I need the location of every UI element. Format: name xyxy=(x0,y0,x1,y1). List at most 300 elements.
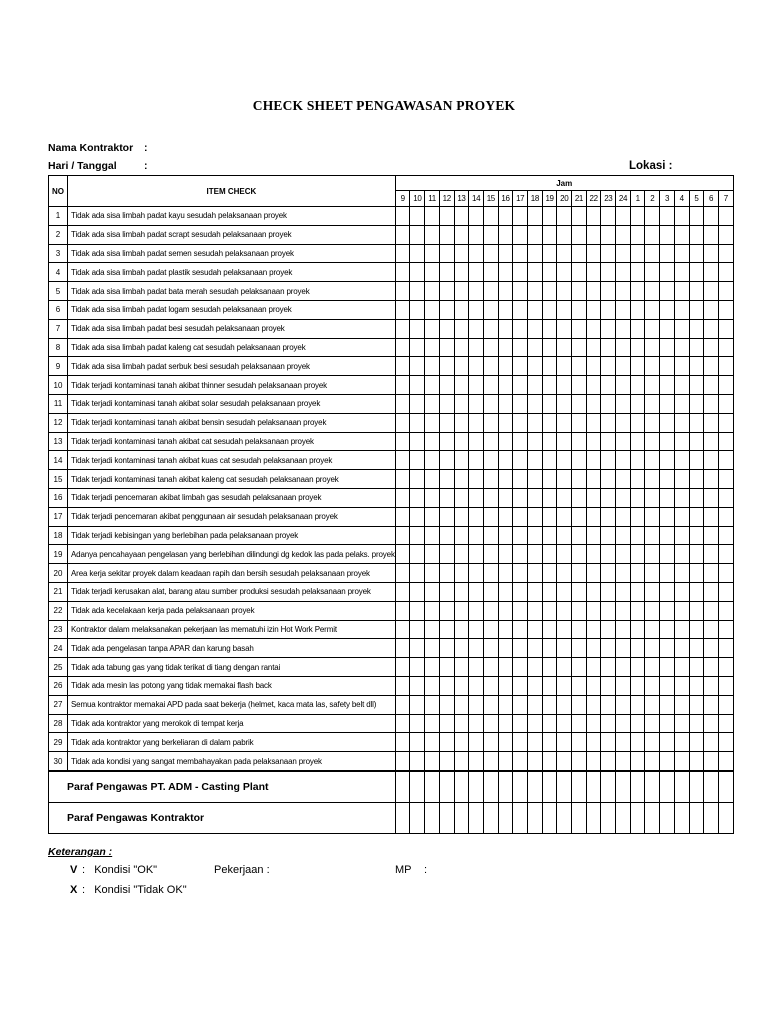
check-cell[interactable] xyxy=(718,620,733,639)
check-cell[interactable] xyxy=(586,620,601,639)
check-cell[interactable] xyxy=(410,394,425,413)
signature-cell[interactable] xyxy=(454,802,469,833)
check-cell[interactable] xyxy=(572,582,587,601)
check-cell[interactable] xyxy=(660,413,675,432)
check-cell[interactable] xyxy=(601,394,616,413)
check-cell[interactable] xyxy=(645,658,660,677)
check-cell[interactable] xyxy=(439,639,454,658)
check-cell[interactable] xyxy=(718,357,733,376)
check-cell[interactable] xyxy=(704,357,719,376)
check-cell[interactable] xyxy=(395,658,410,677)
check-cell[interactable] xyxy=(483,225,498,244)
check-cell[interactable] xyxy=(395,526,410,545)
check-cell[interactable] xyxy=(425,207,440,226)
check-cell[interactable] xyxy=(513,620,528,639)
check-cell[interactable] xyxy=(689,470,704,489)
check-cell[interactable] xyxy=(498,263,513,282)
check-cell[interactable] xyxy=(425,338,440,357)
check-cell[interactable] xyxy=(718,300,733,319)
check-cell[interactable] xyxy=(601,488,616,507)
check-cell[interactable] xyxy=(586,545,601,564)
check-cell[interactable] xyxy=(439,658,454,677)
check-cell[interactable] xyxy=(572,676,587,695)
check-cell[interactable] xyxy=(674,695,689,714)
check-cell[interactable] xyxy=(439,564,454,583)
signature-cell[interactable] xyxy=(557,802,572,833)
signature-cell[interactable] xyxy=(425,802,440,833)
check-cell[interactable] xyxy=(542,658,557,677)
check-cell[interactable] xyxy=(630,244,645,263)
check-cell[interactable] xyxy=(645,507,660,526)
signature-cell[interactable] xyxy=(410,802,425,833)
check-cell[interactable] xyxy=(527,695,542,714)
check-cell[interactable] xyxy=(630,357,645,376)
check-cell[interactable] xyxy=(527,376,542,395)
check-cell[interactable] xyxy=(527,470,542,489)
check-cell[interactable] xyxy=(454,394,469,413)
check-cell[interactable] xyxy=(454,451,469,470)
check-cell[interactable] xyxy=(425,582,440,601)
check-cell[interactable] xyxy=(439,394,454,413)
check-cell[interactable] xyxy=(674,488,689,507)
check-cell[interactable] xyxy=(498,620,513,639)
check-cell[interactable] xyxy=(469,451,484,470)
check-cell[interactable] xyxy=(410,676,425,695)
check-cell[interactable] xyxy=(454,752,469,771)
check-cell[interactable] xyxy=(483,526,498,545)
check-cell[interactable] xyxy=(542,338,557,357)
check-cell[interactable] xyxy=(689,263,704,282)
check-cell[interactable] xyxy=(660,526,675,545)
check-cell[interactable] xyxy=(557,582,572,601)
check-cell[interactable] xyxy=(718,752,733,771)
check-cell[interactable] xyxy=(674,394,689,413)
check-cell[interactable] xyxy=(718,526,733,545)
check-cell[interactable] xyxy=(527,507,542,526)
check-cell[interactable] xyxy=(557,300,572,319)
check-cell[interactable] xyxy=(439,752,454,771)
check-cell[interactable] xyxy=(439,413,454,432)
check-cell[interactable] xyxy=(483,470,498,489)
check-cell[interactable] xyxy=(601,752,616,771)
check-cell[interactable] xyxy=(718,639,733,658)
check-cell[interactable] xyxy=(586,244,601,263)
check-cell[interactable] xyxy=(483,507,498,526)
check-cell[interactable] xyxy=(527,488,542,507)
check-cell[interactable] xyxy=(469,545,484,564)
check-cell[interactable] xyxy=(498,733,513,752)
check-cell[interactable] xyxy=(572,394,587,413)
check-cell[interactable] xyxy=(601,413,616,432)
check-cell[interactable] xyxy=(395,225,410,244)
check-cell[interactable] xyxy=(645,620,660,639)
check-cell[interactable] xyxy=(410,545,425,564)
check-cell[interactable] xyxy=(395,413,410,432)
check-cell[interactable] xyxy=(425,526,440,545)
check-cell[interactable] xyxy=(718,413,733,432)
check-cell[interactable] xyxy=(498,413,513,432)
check-cell[interactable] xyxy=(454,676,469,695)
signature-cell[interactable] xyxy=(542,771,557,803)
check-cell[interactable] xyxy=(410,564,425,583)
check-cell[interactable] xyxy=(674,620,689,639)
check-cell[interactable] xyxy=(483,582,498,601)
check-cell[interactable] xyxy=(410,376,425,395)
check-cell[interactable] xyxy=(483,319,498,338)
check-cell[interactable] xyxy=(425,695,440,714)
signature-cell[interactable] xyxy=(616,771,631,803)
check-cell[interactable] xyxy=(527,319,542,338)
check-cell[interactable] xyxy=(527,601,542,620)
check-cell[interactable] xyxy=(689,582,704,601)
check-cell[interactable] xyxy=(704,282,719,301)
check-cell[interactable] xyxy=(469,620,484,639)
check-cell[interactable] xyxy=(616,432,631,451)
check-cell[interactable] xyxy=(527,413,542,432)
check-cell[interactable] xyxy=(527,244,542,263)
check-cell[interactable] xyxy=(410,582,425,601)
check-cell[interactable] xyxy=(689,319,704,338)
signature-cell[interactable] xyxy=(498,802,513,833)
check-cell[interactable] xyxy=(616,319,631,338)
check-cell[interactable] xyxy=(498,526,513,545)
check-cell[interactable] xyxy=(483,676,498,695)
check-cell[interactable] xyxy=(616,545,631,564)
check-cell[interactable] xyxy=(527,752,542,771)
check-cell[interactable] xyxy=(395,582,410,601)
check-cell[interactable] xyxy=(689,714,704,733)
check-cell[interactable] xyxy=(557,394,572,413)
check-cell[interactable] xyxy=(572,601,587,620)
check-cell[interactable] xyxy=(586,338,601,357)
check-cell[interactable] xyxy=(704,488,719,507)
check-cell[interactable] xyxy=(439,526,454,545)
check-cell[interactable] xyxy=(425,319,440,338)
check-cell[interactable] xyxy=(410,319,425,338)
check-cell[interactable] xyxy=(395,488,410,507)
check-cell[interactable] xyxy=(469,207,484,226)
check-cell[interactable] xyxy=(674,733,689,752)
check-cell[interactable] xyxy=(513,413,528,432)
check-cell[interactable] xyxy=(557,470,572,489)
check-cell[interactable] xyxy=(527,545,542,564)
check-cell[interactable] xyxy=(483,413,498,432)
check-cell[interactable] xyxy=(718,488,733,507)
check-cell[interactable] xyxy=(454,488,469,507)
check-cell[interactable] xyxy=(572,733,587,752)
signature-cell[interactable] xyxy=(439,802,454,833)
check-cell[interactable] xyxy=(439,263,454,282)
check-cell[interactable] xyxy=(469,488,484,507)
check-cell[interactable] xyxy=(439,507,454,526)
check-cell[interactable] xyxy=(469,357,484,376)
check-cell[interactable] xyxy=(557,752,572,771)
check-cell[interactable] xyxy=(630,338,645,357)
check-cell[interactable] xyxy=(454,225,469,244)
check-cell[interactable] xyxy=(498,658,513,677)
check-cell[interactable] xyxy=(704,507,719,526)
check-cell[interactable] xyxy=(704,207,719,226)
check-cell[interactable] xyxy=(439,244,454,263)
check-cell[interactable] xyxy=(454,714,469,733)
signature-cell[interactable] xyxy=(630,771,645,803)
check-cell[interactable] xyxy=(704,451,719,470)
signature-cell[interactable] xyxy=(645,802,660,833)
check-cell[interactable] xyxy=(689,225,704,244)
check-cell[interactable] xyxy=(498,676,513,695)
check-cell[interactable] xyxy=(498,207,513,226)
check-cell[interactable] xyxy=(557,488,572,507)
check-cell[interactable] xyxy=(513,601,528,620)
check-cell[interactable] xyxy=(542,507,557,526)
check-cell[interactable] xyxy=(689,733,704,752)
check-cell[interactable] xyxy=(586,451,601,470)
check-cell[interactable] xyxy=(542,207,557,226)
check-cell[interactable] xyxy=(586,733,601,752)
check-cell[interactable] xyxy=(410,733,425,752)
check-cell[interactable] xyxy=(439,714,454,733)
check-cell[interactable] xyxy=(483,357,498,376)
check-cell[interactable] xyxy=(542,752,557,771)
signature-cell[interactable] xyxy=(557,771,572,803)
check-cell[interactable] xyxy=(645,207,660,226)
check-cell[interactable] xyxy=(718,319,733,338)
check-cell[interactable] xyxy=(498,319,513,338)
check-cell[interactable] xyxy=(469,676,484,695)
check-cell[interactable] xyxy=(601,470,616,489)
check-cell[interactable] xyxy=(542,714,557,733)
check-cell[interactable] xyxy=(630,300,645,319)
check-cell[interactable] xyxy=(483,451,498,470)
check-cell[interactable] xyxy=(454,357,469,376)
check-cell[interactable] xyxy=(469,601,484,620)
check-cell[interactable] xyxy=(718,451,733,470)
check-cell[interactable] xyxy=(454,507,469,526)
check-cell[interactable] xyxy=(572,300,587,319)
signature-cell[interactable] xyxy=(425,771,440,803)
check-cell[interactable] xyxy=(616,658,631,677)
check-cell[interactable] xyxy=(718,676,733,695)
check-cell[interactable] xyxy=(513,658,528,677)
check-cell[interactable] xyxy=(469,338,484,357)
check-cell[interactable] xyxy=(454,582,469,601)
check-cell[interactable] xyxy=(689,432,704,451)
check-cell[interactable] xyxy=(586,470,601,489)
check-cell[interactable] xyxy=(410,432,425,451)
check-cell[interactable] xyxy=(469,714,484,733)
check-cell[interactable] xyxy=(557,319,572,338)
check-cell[interactable] xyxy=(718,507,733,526)
check-cell[interactable] xyxy=(439,582,454,601)
signature-cell[interactable] xyxy=(527,771,542,803)
check-cell[interactable] xyxy=(542,263,557,282)
signature-cell[interactable] xyxy=(572,802,587,833)
check-cell[interactable] xyxy=(704,413,719,432)
check-cell[interactable] xyxy=(572,564,587,583)
check-cell[interactable] xyxy=(513,507,528,526)
check-cell[interactable] xyxy=(498,752,513,771)
check-cell[interactable] xyxy=(630,639,645,658)
check-cell[interactable] xyxy=(410,658,425,677)
check-cell[interactable] xyxy=(586,225,601,244)
check-cell[interactable] xyxy=(660,733,675,752)
check-cell[interactable] xyxy=(439,620,454,639)
check-cell[interactable] xyxy=(616,451,631,470)
check-cell[interactable] xyxy=(630,225,645,244)
check-cell[interactable] xyxy=(645,564,660,583)
check-cell[interactable] xyxy=(660,451,675,470)
check-cell[interactable] xyxy=(454,526,469,545)
check-cell[interactable] xyxy=(483,244,498,263)
check-cell[interactable] xyxy=(718,225,733,244)
check-cell[interactable] xyxy=(718,282,733,301)
check-cell[interactable] xyxy=(483,488,498,507)
check-cell[interactable] xyxy=(660,263,675,282)
check-cell[interactable] xyxy=(660,488,675,507)
check-cell[interactable] xyxy=(630,601,645,620)
check-cell[interactable] xyxy=(557,620,572,639)
signature-cell[interactable] xyxy=(439,771,454,803)
check-cell[interactable] xyxy=(410,244,425,263)
check-cell[interactable] xyxy=(645,470,660,489)
check-cell[interactable] xyxy=(645,282,660,301)
check-cell[interactable] xyxy=(572,376,587,395)
check-cell[interactable] xyxy=(572,451,587,470)
check-cell[interactable] xyxy=(469,300,484,319)
check-cell[interactable] xyxy=(498,545,513,564)
signature-cell[interactable] xyxy=(689,802,704,833)
check-cell[interactable] xyxy=(586,714,601,733)
check-cell[interactable] xyxy=(425,300,440,319)
check-cell[interactable] xyxy=(542,582,557,601)
signature-cell[interactable] xyxy=(454,771,469,803)
check-cell[interactable] xyxy=(498,470,513,489)
check-cell[interactable] xyxy=(601,676,616,695)
check-cell[interactable] xyxy=(718,244,733,263)
check-cell[interactable] xyxy=(410,413,425,432)
check-cell[interactable] xyxy=(425,564,440,583)
signature-cell[interactable] xyxy=(483,802,498,833)
check-cell[interactable] xyxy=(469,282,484,301)
check-cell[interactable] xyxy=(630,319,645,338)
check-cell[interactable] xyxy=(425,639,440,658)
signature-cell[interactable] xyxy=(542,802,557,833)
check-cell[interactable] xyxy=(542,545,557,564)
check-cell[interactable] xyxy=(689,413,704,432)
check-cell[interactable] xyxy=(645,601,660,620)
signature-cell[interactable] xyxy=(469,802,484,833)
check-cell[interactable] xyxy=(557,207,572,226)
check-cell[interactable] xyxy=(601,376,616,395)
check-cell[interactable] xyxy=(704,394,719,413)
check-cell[interactable] xyxy=(498,639,513,658)
check-cell[interactable] xyxy=(660,545,675,564)
check-cell[interactable] xyxy=(601,620,616,639)
check-cell[interactable] xyxy=(410,695,425,714)
check-cell[interactable] xyxy=(601,639,616,658)
signature-cell[interactable] xyxy=(410,771,425,803)
check-cell[interactable] xyxy=(601,526,616,545)
check-cell[interactable] xyxy=(660,582,675,601)
check-cell[interactable] xyxy=(630,413,645,432)
check-cell[interactable] xyxy=(689,338,704,357)
check-cell[interactable] xyxy=(718,733,733,752)
check-cell[interactable] xyxy=(586,676,601,695)
check-cell[interactable] xyxy=(483,394,498,413)
check-cell[interactable] xyxy=(704,526,719,545)
check-cell[interactable] xyxy=(469,564,484,583)
check-cell[interactable] xyxy=(601,300,616,319)
check-cell[interactable] xyxy=(454,413,469,432)
check-cell[interactable] xyxy=(674,282,689,301)
check-cell[interactable] xyxy=(498,507,513,526)
check-cell[interactable] xyxy=(542,733,557,752)
check-cell[interactable] xyxy=(572,207,587,226)
check-cell[interactable] xyxy=(542,394,557,413)
check-cell[interactable] xyxy=(704,225,719,244)
check-cell[interactable] xyxy=(395,676,410,695)
check-cell[interactable] xyxy=(645,432,660,451)
check-cell[interactable] xyxy=(630,451,645,470)
check-cell[interactable] xyxy=(469,695,484,714)
check-cell[interactable] xyxy=(660,357,675,376)
check-cell[interactable] xyxy=(542,488,557,507)
check-cell[interactable] xyxy=(572,432,587,451)
check-cell[interactable] xyxy=(498,695,513,714)
check-cell[interactable] xyxy=(527,582,542,601)
check-cell[interactable] xyxy=(689,658,704,677)
check-cell[interactable] xyxy=(410,263,425,282)
check-cell[interactable] xyxy=(689,601,704,620)
check-cell[interactable] xyxy=(542,282,557,301)
check-cell[interactable] xyxy=(439,545,454,564)
check-cell[interactable] xyxy=(572,470,587,489)
check-cell[interactable] xyxy=(454,601,469,620)
check-cell[interactable] xyxy=(557,451,572,470)
check-cell[interactable] xyxy=(616,225,631,244)
check-cell[interactable] xyxy=(483,639,498,658)
check-cell[interactable] xyxy=(572,507,587,526)
check-cell[interactable] xyxy=(630,394,645,413)
check-cell[interactable] xyxy=(630,658,645,677)
check-cell[interactable] xyxy=(454,338,469,357)
check-cell[interactable] xyxy=(395,752,410,771)
check-cell[interactable] xyxy=(674,714,689,733)
check-cell[interactable] xyxy=(527,225,542,244)
check-cell[interactable] xyxy=(498,338,513,357)
check-cell[interactable] xyxy=(689,451,704,470)
check-cell[interactable] xyxy=(718,432,733,451)
check-cell[interactable] xyxy=(439,695,454,714)
check-cell[interactable] xyxy=(601,658,616,677)
check-cell[interactable] xyxy=(557,676,572,695)
check-cell[interactable] xyxy=(718,564,733,583)
check-cell[interactable] xyxy=(483,263,498,282)
check-cell[interactable] xyxy=(425,714,440,733)
check-cell[interactable] xyxy=(645,357,660,376)
check-cell[interactable] xyxy=(557,526,572,545)
check-cell[interactable] xyxy=(616,639,631,658)
check-cell[interactable] xyxy=(439,376,454,395)
check-cell[interactable] xyxy=(616,357,631,376)
check-cell[interactable] xyxy=(689,357,704,376)
check-cell[interactable] xyxy=(645,413,660,432)
check-cell[interactable] xyxy=(542,470,557,489)
check-cell[interactable] xyxy=(410,639,425,658)
check-cell[interactable] xyxy=(498,451,513,470)
check-cell[interactable] xyxy=(630,545,645,564)
check-cell[interactable] xyxy=(601,564,616,583)
